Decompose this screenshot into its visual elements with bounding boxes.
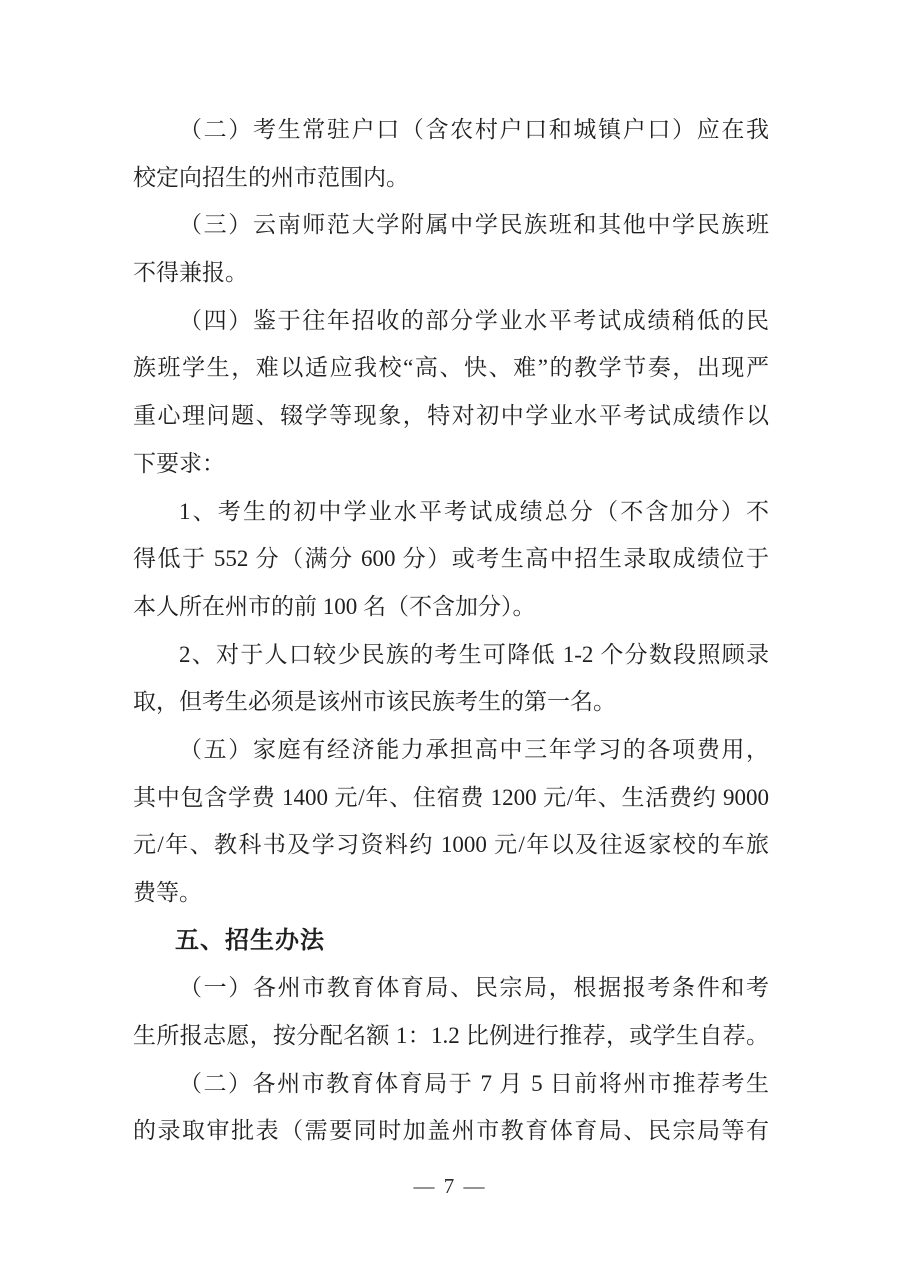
text-line: 元/年、教科书及学习资料约 1000 元/年以及往返家校的车旅 [133,832,769,858]
document-body [133,106,769,1155]
text-line: 取，但考生必须是该州市该民族考生的第一名。 [133,689,616,715]
text-line: 下要求： [133,450,225,476]
text-line: 费等。 [133,880,202,905]
text-line: 族班学生，难以适应我校“高、快、难”的教学节奏，出现严 [133,355,769,381]
text-line: （二）考生常驻户口（含农村户口和城镇户口）应在我 [179,117,769,142]
page-number: — 7 — [413,1174,487,1198]
text-line: 1、考生的初中学业水平考试成绩总分（不含加分）不 [179,498,769,524]
text-line: 本人所在州市的前 100 名（不含加分）。 [133,593,536,619]
text-line: （三）云南师范大学附属中学民族班和其他中学民族班 [179,212,769,238]
text-line: 重心理问题、辍学等现象，特对初中学业水平考试成绩作以 [133,403,769,429]
text-line: （五）家庭有经济能力承担高中三年学习的各项费用， [179,736,769,762]
page-footer [0,1172,900,1200]
text-line: （四）鉴于往年招收的部分学业水平考试成绩稍低的民 [179,307,769,333]
section-heading: 五、招生办法 [175,926,325,954]
text-line: （二）各州市教育体育局于 7 月 5 日前将州市推荐考生 [179,1070,769,1096]
text-line: （一）各州市教育体育局、民宗局，根据报考条件和考 [179,975,769,1001]
text-line: 不得兼报。 [133,260,248,286]
text-line: 得低于 552 分（满分 600 分）或考生高中招生录取成绩位于 [133,546,769,572]
text-line: 其中包含学费 1400 元/年、住宿费 1200 元/年、生活费约 9000 [133,784,769,810]
text-line: 的录取审批表（需要同时加盖州市教育体育局、民宗局等有 [133,1118,769,1144]
text-line: 生所报志愿，按分配名额 1：1.2 比例进行推荐，或学生自荐。 [133,1023,769,1049]
text-line: 2、对于人口较少民族的考生可降低 1-2 个分数段照顾录 [179,641,769,667]
text-line: 校定向招生的州市范围内。 [133,164,409,190]
